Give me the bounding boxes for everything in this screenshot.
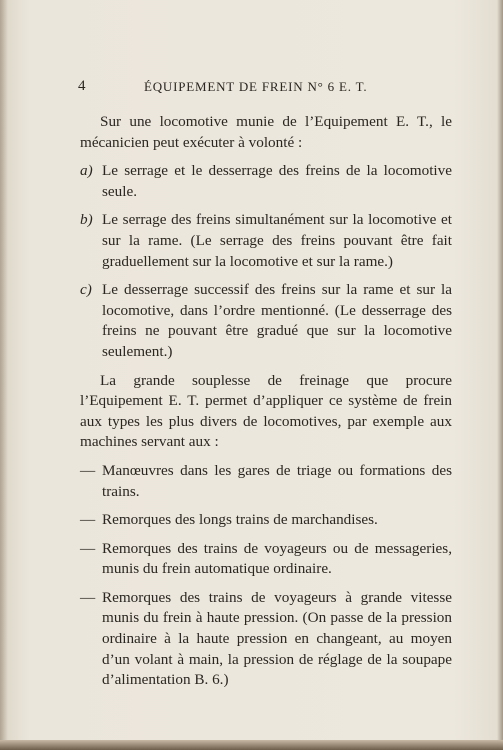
use-item: [80, 539, 452, 580]
list-marker: a): [80, 162, 93, 180]
use-item: [80, 461, 452, 502]
dash-marker: —: [80, 539, 96, 557]
use-item: [80, 510, 452, 531]
list-marker: c): [80, 281, 92, 299]
use-item-text: Remorques des longs trains de marchandises.: [102, 511, 378, 529]
use-item: [80, 588, 452, 691]
page-header: [78, 78, 463, 98]
body-paragraph: La grande souplesse de freinage que procure l’Equipement E. T. permet d’appliquer ce système de frein aux types les plus divers de locomotives, par exemple aux machines servant aux :: [80, 371, 452, 451]
running-title: ÉQUIPEMENT DE FREIN N° 6 E. T.: [144, 79, 368, 94]
page-body: [80, 112, 452, 691]
list-item-text: Le desserrage successif des freins sur la rame et sur la locomotive, dans l’ordre mentionné. (Le desserrage des freins ne pouvant être gradué que sur la locomotive seulement.): [102, 281, 452, 360]
list-item-text: Le serrage et le desserrage des freins de la locomotive seule.: [102, 162, 452, 200]
use-item-text: Manœuvres dans les gares de triage ou formations des trains.: [102, 461, 452, 500]
dash-marker: —: [80, 588, 96, 606]
page-left-shadow: [0, 0, 8, 750]
page-number: 4: [78, 78, 87, 94]
list-item: [80, 210, 452, 272]
page-bottom-edge: [0, 740, 503, 750]
use-item-text: Remorques des trains de voyageurs à grande vitesse munis du frein à haute pression. (On passe de la pression ordinaire à la haute pression en changeant, au moyen d’un volant à main, la pression de réglage de la soupape d’alimentation B. 6.): [102, 588, 452, 689]
use-item-text: Remorques des trains de voyageurs ou de messageries, munis du frein automatique ordinaire.: [102, 539, 452, 578]
list-item-text: Le serrage des freins simultanément sur la locomotive et sur la rame. (Le serrage des freins pouvant être fait graduellement sur la locomotive et sur la rame.): [102, 211, 452, 270]
list-marker: b): [80, 211, 93, 229]
intro-paragraph: Sur une locomotive munie de l’Equipement E. T., le mécanicien peut exécuter à volonté :: [80, 113, 452, 151]
dash-marker: —: [80, 511, 96, 529]
page-right-edge: [497, 0, 503, 750]
list-item: [80, 280, 452, 362]
dash-marker: —: [80, 461, 96, 479]
list-item: [80, 161, 452, 202]
